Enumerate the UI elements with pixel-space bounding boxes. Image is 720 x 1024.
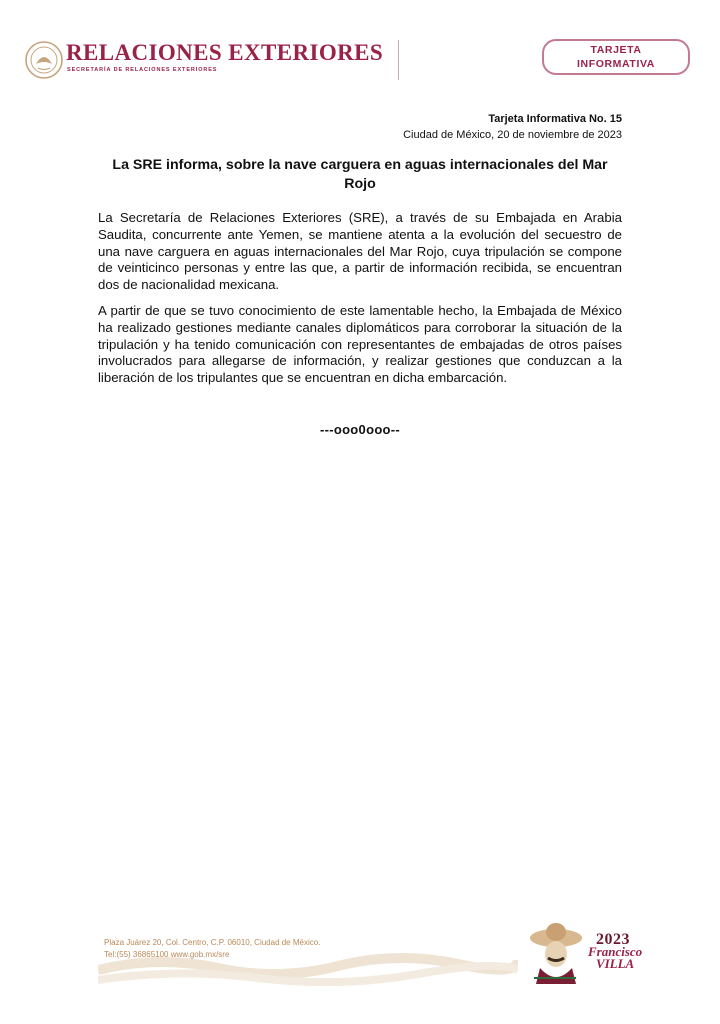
logo-name-last: VILLA xyxy=(595,956,635,971)
document-meta xyxy=(403,111,622,143)
closing-mark: ---ooo0ooo-- xyxy=(319,422,401,437)
document-type-badge xyxy=(542,39,690,75)
place-date: Ciudad de México, 20 de noviembre de 2023 xyxy=(403,129,622,141)
paragraph-2: A partir de que se tuvo conocimiento de este lamentable hecho, la Embajada de México ha realizado gestiones mediante canales diplomáticos para corroborar la situación de la tripulación y ha tenido comunicación con representantes de embajadas de otros países involucrados para allegarse de información, y realizar gestiones que conduzcan a la liberación de los tripulantes que se encuentran en dicha embarcación. xyxy=(98,303,622,386)
card-number: Tarjeta Informativa No. 15 xyxy=(488,113,622,125)
national-seal-icon xyxy=(24,40,64,80)
letterhead xyxy=(0,0,720,110)
brand-subtitle: SECRETARÍA DE RELACIONES EXTERIORES xyxy=(67,67,218,73)
badge-line-2: INFORMATIVA xyxy=(577,58,655,70)
footer-address: Plaza Juárez 20, Col. Centro, C.P. 06010, Ciudad de México. xyxy=(104,938,321,947)
document-title: La SRE informa, sobre la nave carguera en aguas internacionales del Mar Rojo xyxy=(112,157,608,192)
header-divider xyxy=(398,40,399,80)
footer-phone-web: Tel:(55) 36865100 www.gob.mx/sre xyxy=(104,949,230,959)
logo-name-first: Francisco xyxy=(588,944,643,959)
logo-year: 2023 xyxy=(596,931,630,948)
brand-title: RELACIONES EXTERIORES xyxy=(66,40,384,65)
logo-name xyxy=(588,946,642,970)
footer-contact xyxy=(104,937,320,960)
paragraph-1: La Secretaría de Relaciones Exteriores (SRE), a través de su Embajada en Arabia Saudita, concurrente ante Yemen, se mantiene atenta a la evolución del secuestro de una nave carguera en aguas internacionales del Mar Rojo, cuya tripulación se compone de veinticinco personas y entre las que, a partir de información recibida, se encuentran dos de nacionalidad mexicana. xyxy=(98,210,622,293)
badge-line-1: TARJETA xyxy=(590,44,642,56)
